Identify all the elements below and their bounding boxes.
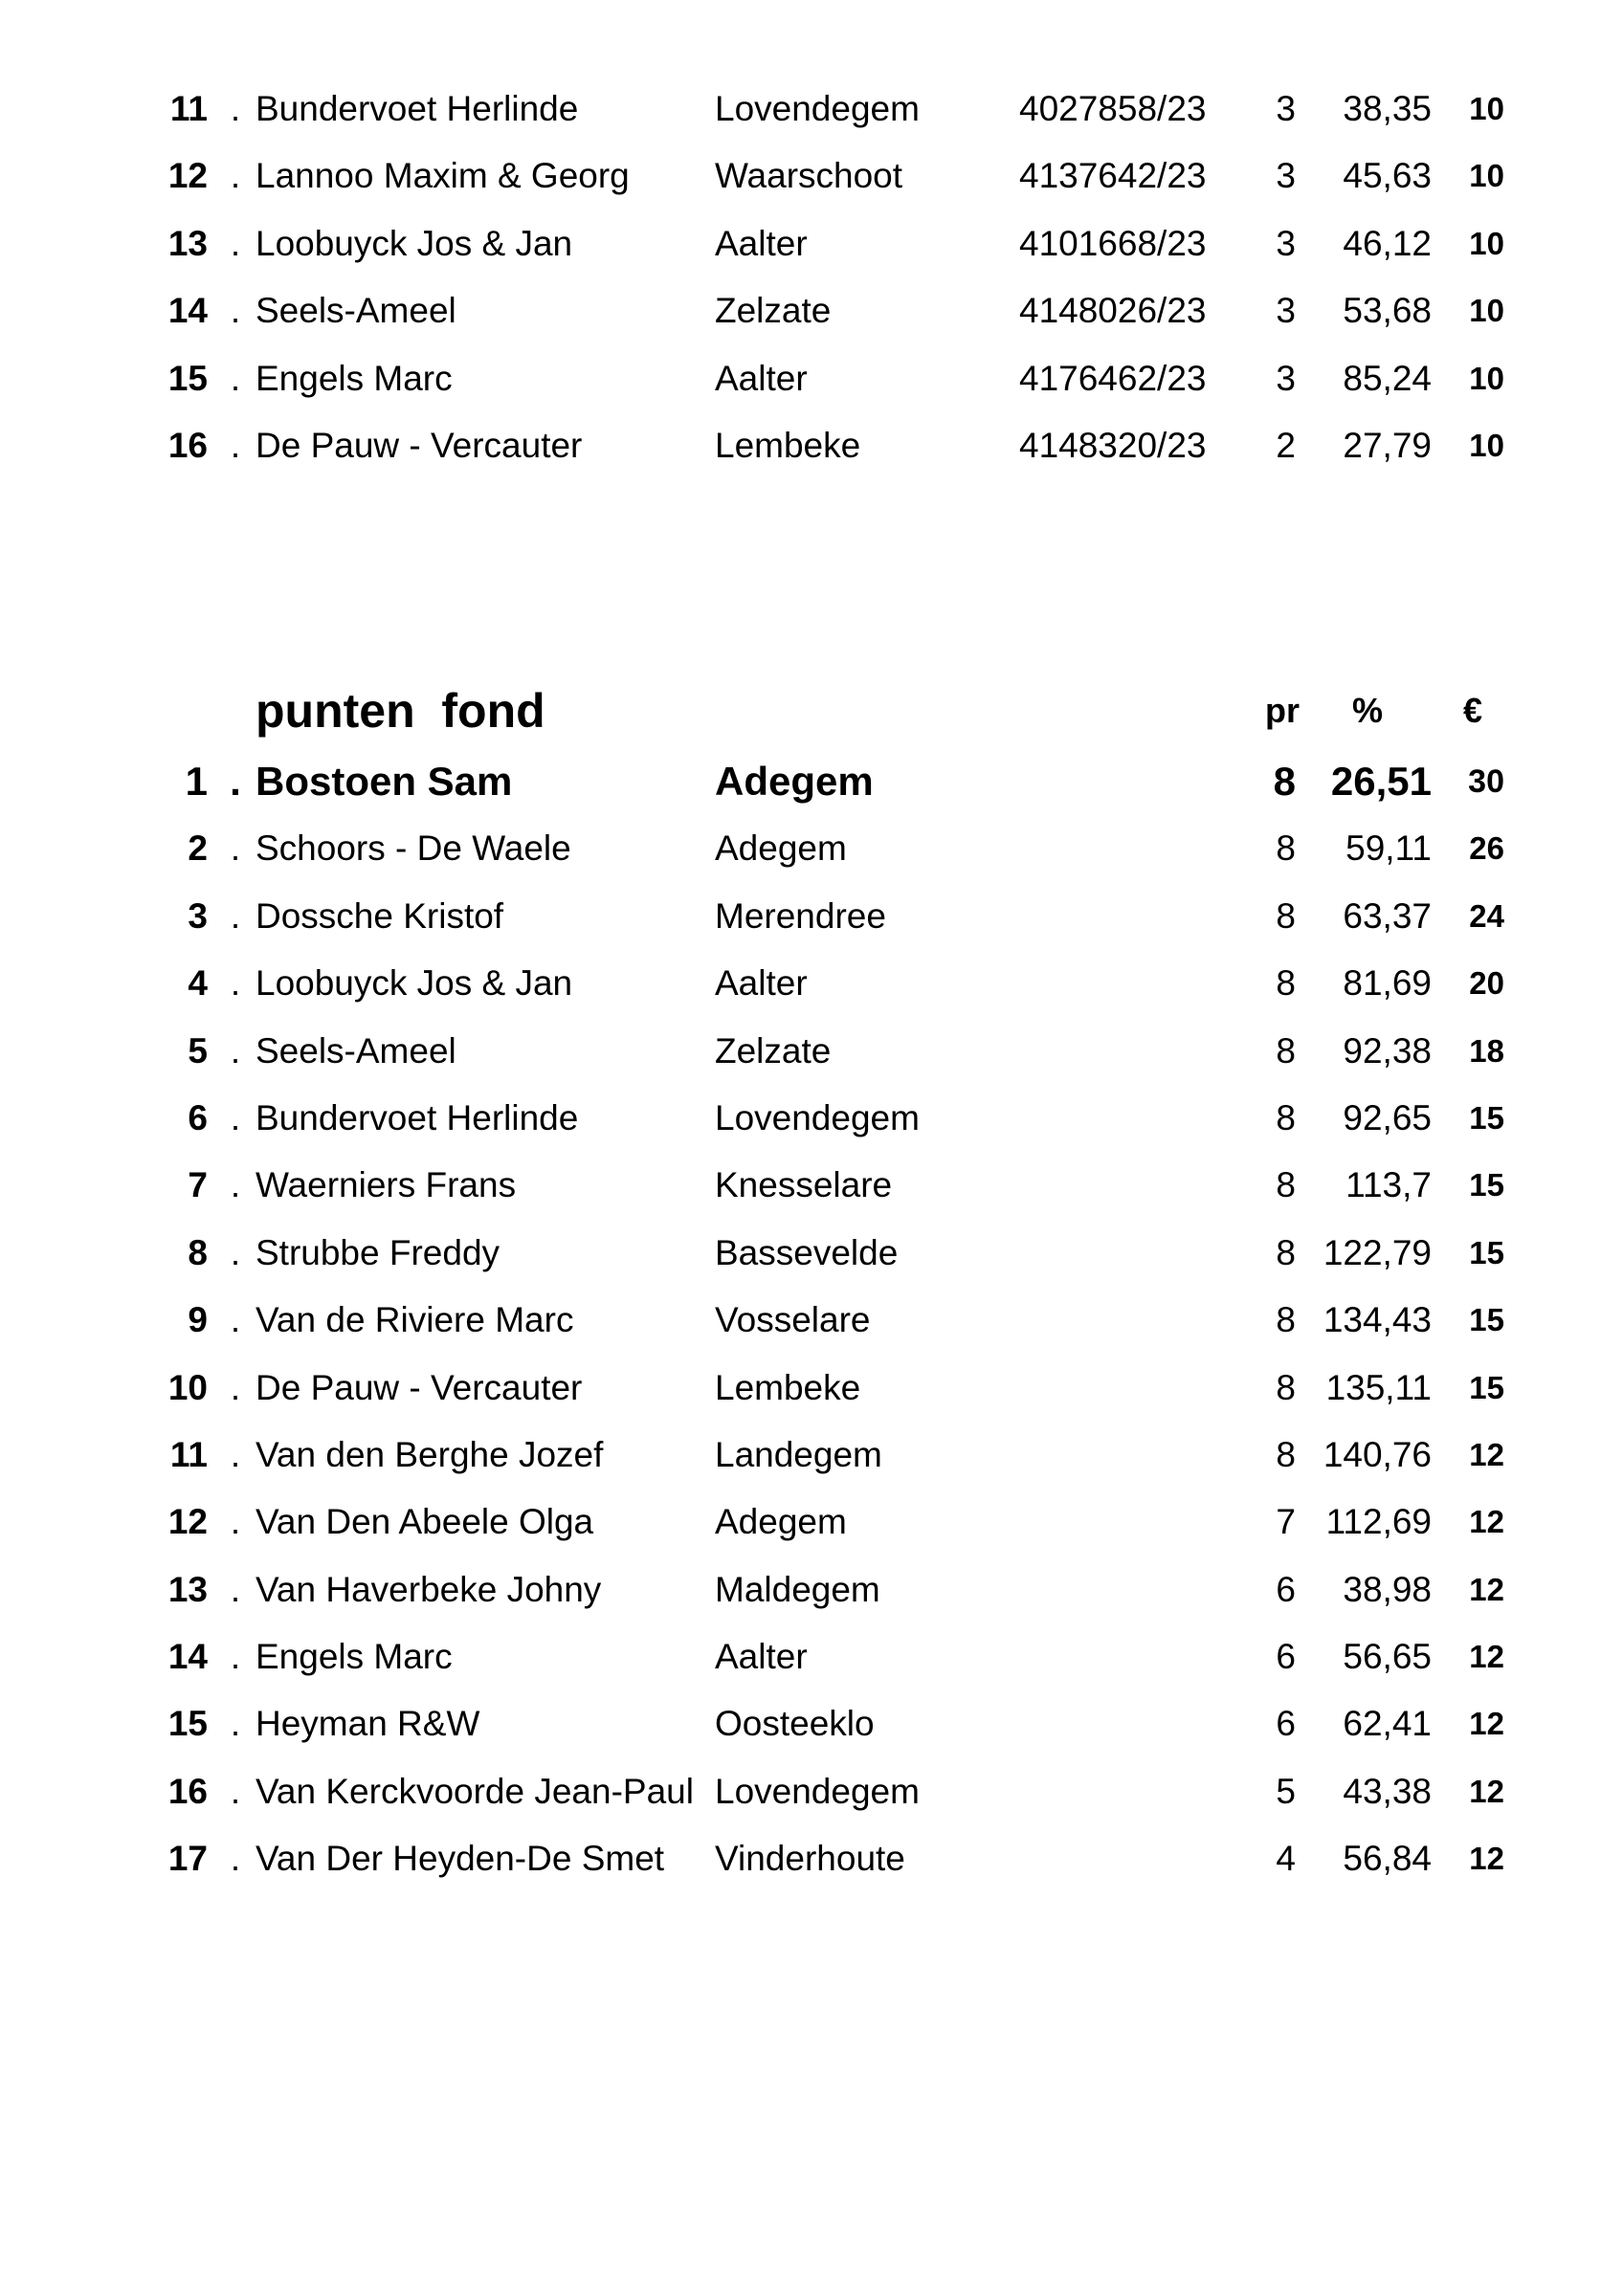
town-cell: Adegem [715, 1502, 847, 1542]
prizes-cell: 2 [1276, 425, 1296, 465]
prizes-cell: 3 [1276, 223, 1296, 263]
prizes-cell: 5 [1276, 1771, 1296, 1811]
fancier-name-cell: Lannoo Maxim & Georg [256, 156, 630, 196]
prizes-cell: 6 [1276, 1569, 1296, 1609]
town-cell: Maldegem [715, 1569, 880, 1609]
fancier-name-cell: Van Kerckvoorde Jean-Paul [256, 1771, 694, 1811]
prizes-cell: 8 [1276, 1300, 1296, 1340]
prizes-cell: 3 [1276, 89, 1296, 128]
prizes-cell: 8 [1276, 1030, 1296, 1071]
coefficient-cell: 38,35 [1343, 89, 1432, 128]
column-header-percent: % [1351, 691, 1383, 730]
percent-cell: 63,37 [1343, 895, 1432, 936]
prizes-cell: 8 [1276, 1367, 1296, 1407]
table-row [0, 950, 1510, 1017]
rank-cell: 12 [167, 1502, 208, 1542]
ring-number-cell: 4148026/23 [1019, 291, 1207, 331]
euro-cell: 15 [1469, 1234, 1504, 1270]
town-cell: Zelzate [715, 291, 832, 331]
points-cell: 10 [1469, 91, 1504, 126]
euro-cell: 20 [1469, 965, 1504, 1002]
ring-number-cell: 4027858/23 [1019, 89, 1207, 128]
town-cell: Lembeke [715, 1367, 861, 1407]
points-cell: 10 [1469, 360, 1504, 396]
fancier-name-cell: Seels-Ameel [256, 1030, 456, 1071]
separator-dot: . [230, 759, 241, 804]
ring-number-cell: 4101668/23 [1019, 223, 1207, 263]
fancier-name-cell: Van Den Abeele Olga [256, 1502, 594, 1542]
rank-cell: 16 [167, 425, 208, 465]
town-cell: Landegem [715, 1434, 882, 1474]
table-row [0, 1422, 1510, 1489]
rank-cell: 15 [167, 358, 208, 398]
column-header-euro: € [1462, 691, 1483, 730]
table-row [0, 883, 1510, 950]
table-row [0, 815, 1510, 882]
race-result-table [0, 76, 1510, 479]
rank-cell: 7 [188, 1165, 208, 1205]
separator-dot: . [230, 1637, 241, 1677]
points-cell: 10 [1469, 158, 1504, 194]
prizes-cell: 8 [1276, 1232, 1296, 1272]
euro-cell: 12 [1469, 1571, 1504, 1607]
town-cell: Vosselare [715, 1300, 871, 1340]
table-row [0, 1690, 1510, 1757]
euro-cell: 15 [1469, 1369, 1504, 1405]
separator-dot: . [230, 1030, 241, 1071]
table-row [0, 748, 1510, 815]
separator-dot: . [230, 828, 241, 869]
euro-cell: 15 [1469, 1099, 1504, 1136]
percent-cell: 38,98 [1343, 1569, 1432, 1609]
rank-cell: 4 [188, 963, 208, 1004]
percent-cell: 122,79 [1323, 1232, 1432, 1272]
fancier-name-cell: Strubbe Freddy [256, 1232, 500, 1272]
rank-cell: 8 [188, 1232, 208, 1272]
separator-dot: . [230, 1367, 241, 1407]
separator-dot: . [230, 291, 241, 331]
separator-dot: . [230, 1839, 241, 1879]
percent-cell: 56,84 [1343, 1839, 1432, 1879]
percent-cell: 56,65 [1343, 1637, 1432, 1677]
prizes-cell: 8 [1276, 1097, 1296, 1137]
euro-cell: 12 [1469, 1773, 1504, 1809]
separator-dot: . [230, 156, 241, 196]
points-cell: 10 [1469, 427, 1504, 463]
prizes-cell: 3 [1276, 291, 1296, 331]
fancier-name-cell: De Pauw - Vercauter [256, 425, 583, 465]
prizes-cell: 7 [1276, 1502, 1296, 1542]
separator-dot: . [230, 1434, 241, 1474]
separator-dot: . [230, 1097, 241, 1137]
separator-dot: . [230, 223, 241, 263]
table-row [0, 345, 1510, 412]
rank-cell: 9 [188, 1300, 208, 1340]
percent-cell: 43,38 [1343, 1771, 1432, 1811]
table-row [0, 1623, 1510, 1690]
fancier-name-cell: Van de Riviere Marc [256, 1300, 574, 1340]
rank-cell: 17 [167, 1839, 208, 1879]
fancier-name-cell: De Pauw - Vercauter [256, 1367, 583, 1407]
euro-cell: 12 [1469, 1841, 1504, 1877]
percent-cell: 135,11 [1325, 1367, 1432, 1407]
table-row [0, 1220, 1510, 1287]
table-row [0, 277, 1510, 344]
fancier-name-cell: Bundervoet Herlinde [256, 1097, 579, 1137]
rank-cell: 16 [167, 1771, 208, 1811]
fancier-name-cell: Seels-Ameel [256, 291, 456, 331]
rank-cell: 5 [188, 1030, 208, 1071]
town-cell: Aalter [715, 963, 808, 1004]
euro-cell: 12 [1469, 1706, 1504, 1742]
table-row [0, 1758, 1510, 1825]
coefficient-cell: 85,24 [1343, 358, 1432, 398]
section-title: punten fond [256, 684, 545, 738]
town-cell: Aalter [715, 223, 808, 263]
table-row [0, 1085, 1510, 1152]
separator-dot: . [230, 1165, 241, 1205]
euro-cell: 12 [1469, 1639, 1504, 1675]
table-row [0, 1152, 1510, 1219]
column-header-pr: pr [1265, 691, 1300, 730]
rank-cell: 10 [167, 1367, 208, 1407]
euro-cell: 12 [1469, 1436, 1504, 1472]
town-cell: Vinderhoute [715, 1839, 905, 1879]
town-cell: Lovendegem [715, 1771, 920, 1811]
prizes-cell: 4 [1276, 1839, 1296, 1879]
fancier-name-cell: Loobuyck Jos & Jan [256, 223, 573, 263]
fancier-name-cell: Van Haverbeke Johny [256, 1569, 602, 1609]
euro-cell: 15 [1469, 1302, 1504, 1338]
euro-cell: 15 [1469, 1167, 1504, 1203]
separator-dot: . [230, 1502, 241, 1542]
percent-cell: 140,76 [1323, 1434, 1432, 1474]
euro-cell: 12 [1469, 1504, 1504, 1540]
euro-cell: 18 [1469, 1032, 1504, 1069]
separator-dot: . [230, 895, 241, 936]
percent-cell: 26,51 [1330, 759, 1432, 804]
town-cell: Adegem [715, 759, 874, 804]
separator-dot: . [230, 1232, 241, 1272]
town-cell: Waarschoot [715, 156, 903, 196]
prizes-cell: 8 [1276, 1434, 1296, 1474]
town-cell: Lovendegem [715, 89, 920, 128]
prizes-cell: 3 [1276, 358, 1296, 398]
rank-cell: 12 [167, 156, 208, 196]
points-cell: 10 [1469, 293, 1504, 329]
town-cell: Aalter [715, 1637, 808, 1677]
euro-cell: 24 [1469, 897, 1504, 934]
town-cell: Lembeke [715, 425, 861, 465]
table-row [0, 1018, 1510, 1085]
town-cell: Bassevelde [715, 1232, 899, 1272]
rank-cell: 13 [167, 223, 208, 263]
rank-cell: 2 [188, 828, 208, 869]
coefficient-cell: 53,68 [1343, 291, 1432, 331]
separator-dot: . [230, 358, 241, 398]
prizes-cell: 8 [1276, 963, 1296, 1004]
fancier-name-cell: Engels Marc [256, 1637, 453, 1677]
fancier-name-cell: Heyman R&W [256, 1704, 480, 1744]
table-row [0, 210, 1510, 277]
rank-cell: 6 [188, 1097, 208, 1137]
percent-cell: 113,7 [1345, 1165, 1432, 1205]
town-cell: Merendree [715, 895, 886, 936]
coefficient-cell: 45,63 [1343, 156, 1432, 196]
punten-fond-table [0, 748, 1510, 1893]
fancier-name-cell: Bundervoet Herlinde [256, 89, 579, 128]
fancier-name-cell: Engels Marc [256, 358, 453, 398]
separator-dot: . [230, 963, 241, 1004]
rank-cell: 13 [167, 1569, 208, 1609]
fancier-name-cell: Van den Berghe Jozef [256, 1434, 604, 1474]
town-cell: Knesselare [715, 1165, 893, 1205]
rank-cell: 11 [169, 89, 208, 128]
separator-dot: . [230, 1771, 241, 1811]
town-cell: Oosteeklo [715, 1704, 875, 1744]
percent-cell: 81,69 [1343, 963, 1432, 1004]
fancier-name-cell: Van Der Heyden-De Smet [256, 1839, 665, 1879]
percent-cell: 92,38 [1343, 1030, 1432, 1071]
fancier-name-cell: Waerniers Frans [256, 1165, 517, 1205]
town-cell: Adegem [715, 828, 847, 869]
points-cell: 10 [1469, 225, 1504, 261]
percent-cell: 92,65 [1343, 1097, 1432, 1137]
rank-cell: 14 [167, 291, 208, 331]
town-cell: Zelzate [715, 1030, 832, 1071]
table-row [0, 412, 1510, 479]
rank-cell: 14 [167, 1637, 208, 1677]
table-row [0, 1825, 1510, 1892]
separator-dot: . [230, 1300, 241, 1340]
percent-cell: 134,43 [1323, 1300, 1432, 1340]
prizes-cell: 6 [1276, 1704, 1296, 1744]
separator-dot: . [230, 89, 241, 128]
table-row [0, 1287, 1510, 1354]
ring-number-cell: 4137642/23 [1019, 156, 1207, 196]
prizes-cell: 8 [1276, 828, 1296, 869]
prizes-cell: 8 [1276, 895, 1296, 936]
rank-cell: 15 [167, 1704, 208, 1744]
fancier-name-cell: Bostoen Sam [256, 759, 513, 804]
separator-dot: . [230, 1569, 241, 1609]
table-row [0, 1489, 1510, 1556]
prizes-cell: 6 [1276, 1637, 1296, 1677]
coefficient-cell: 46,12 [1343, 223, 1432, 263]
prizes-cell: 3 [1276, 156, 1296, 196]
table-row [0, 143, 1510, 210]
table-row [0, 1355, 1510, 1422]
prizes-cell: 8 [1273, 759, 1296, 804]
town-cell: Aalter [715, 358, 808, 398]
rank-cell: 11 [169, 1434, 208, 1474]
fancier-name-cell: Loobuyck Jos & Jan [256, 963, 573, 1004]
rank-cell: 3 [188, 895, 208, 936]
rank-cell: 1 [185, 759, 208, 804]
percent-cell: 112,69 [1325, 1502, 1432, 1542]
prizes-cell: 8 [1276, 1165, 1296, 1205]
euro-cell: 26 [1469, 830, 1504, 867]
table-row [0, 76, 1510, 143]
punten-fond-header-row [0, 677, 1510, 744]
fancier-name-cell: Dossche Kristof [256, 895, 504, 936]
separator-dot: . [230, 425, 241, 465]
coefficient-cell: 27,79 [1343, 425, 1432, 465]
ring-number-cell: 4148320/23 [1019, 425, 1207, 465]
percent-cell: 62,41 [1343, 1704, 1432, 1744]
table-row [0, 1556, 1510, 1623]
separator-dot: . [230, 1704, 241, 1744]
town-cell: Lovendegem [715, 1097, 920, 1137]
ring-number-cell: 4176462/23 [1019, 358, 1207, 398]
percent-cell: 59,11 [1345, 828, 1432, 869]
fancier-name-cell: Schoors - De Waele [256, 828, 571, 869]
euro-cell: 30 [1468, 763, 1504, 800]
